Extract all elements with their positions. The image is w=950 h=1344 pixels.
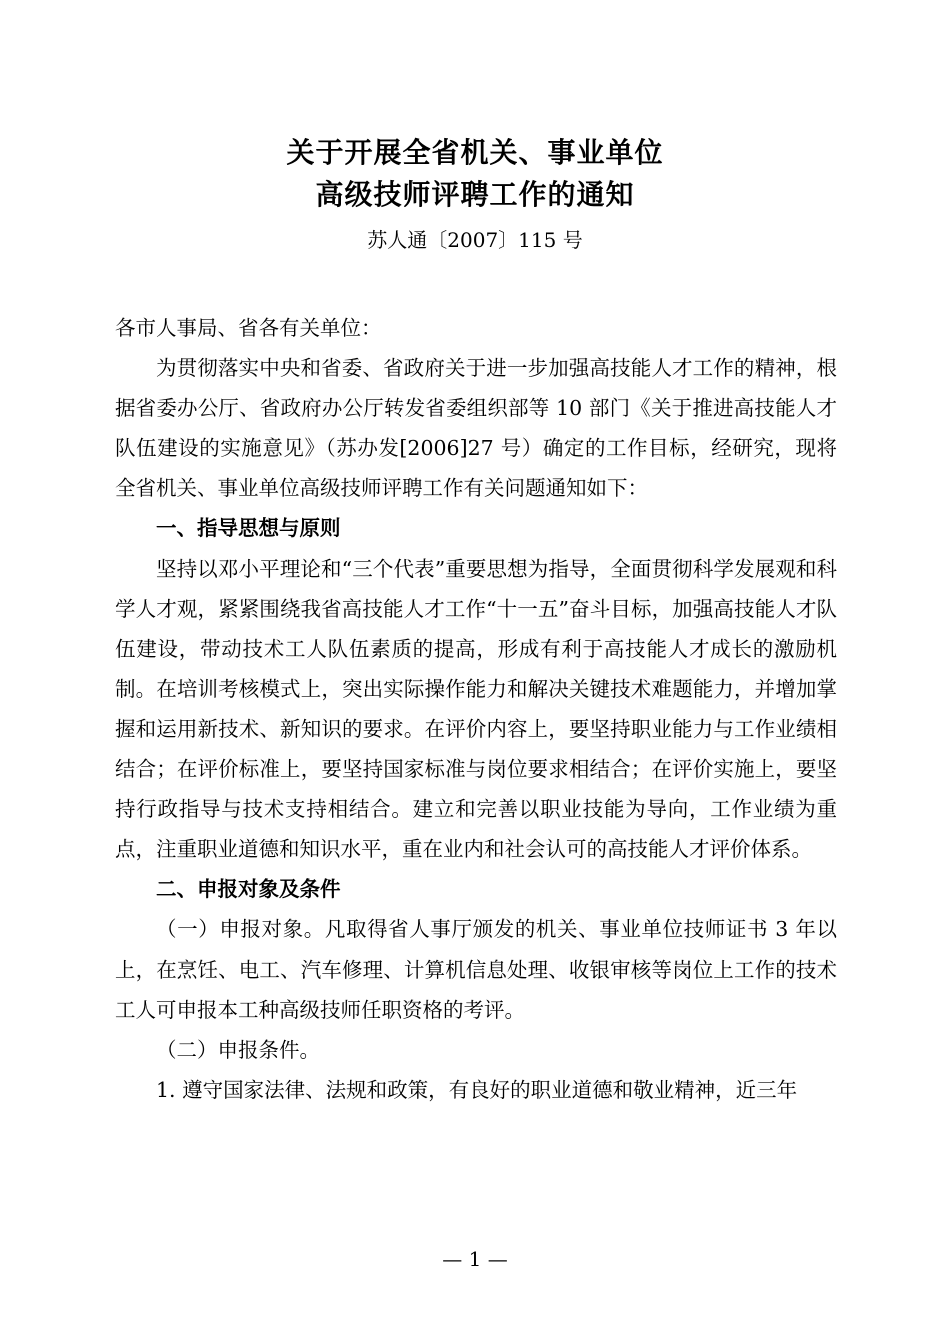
salutation: 各市人事局、省各有关单位： [115,316,382,340]
section2-paragraph-item1: 1. 遵守国家法律、法规和政策，有良好的职业道德和敬业精神，近三年 [156,1077,798,1102]
intro-paragraph: 为贯彻落实中央和省委、省政府关于进一步加强高技能人才工作的精神，根据省委办公厅、省政府办公厅转发省委组织部等 10 部门《关于推进高技能人才队伍建设的实施意见》（苏办发[2006]27 号）确定的工作目标，经研究，现将全省机关、事业单位高级技师评聘工作有关问题通知如下： [115,356,837,501]
document-title-line2: 高级技师评聘工作的通知 [315,178,635,211]
document-title-line1: 关于开展全省机关、事业单位 [286,136,664,169]
section1-paragraph: 坚持以邓小平理论和“三个代表”重要思想为指导，全面贯彻科学发展观和科学人才观，紧紧围绕我省高技能人才工作“十一五”奋斗目标，加强高技能人才队伍建设，带动技术工人队伍素质的提高，形成有利于高技能人才成长的激励机制。在培训考核模式上，突出实际操作能力和解决关键技术难题能力，并增加掌握和运用新技术、新知识的要求。在评价内容上，要坚持职业能力与工作业绩相结合；在评价标准上，要坚持国家标准与岗位要求相结合；在评价实施上，要坚持行政指导与技术支持相结合。建立和完善以职业技能为导向，工作业绩为重点，注重职业道德和知识水平，重在业内和社会认可的高技能人才评价体系。 [115,556,837,862]
section2-paragraph-applicants: （一）申报对象。凡取得省人事厅颁发的机关、事业单位技师证书 3 年以上，在烹饪、电工、汽车修理、计算机信息处理、收银审核等岗位上工作的技术工人可申报本工种高级技师任职资格的考评。 [115,917,837,1022]
section2-paragraph-conditions: （二）申报条件。 [156,1037,320,1062]
document-number: 苏人通〔2007〕115 号 [367,228,583,252]
section2-heading: 二、申报对象及条件 [156,877,341,902]
page-number: — 1 — [442,1247,508,1271]
section1-heading: 一、指导思想与原则 [156,516,341,541]
document-body [115,308,837,1110]
